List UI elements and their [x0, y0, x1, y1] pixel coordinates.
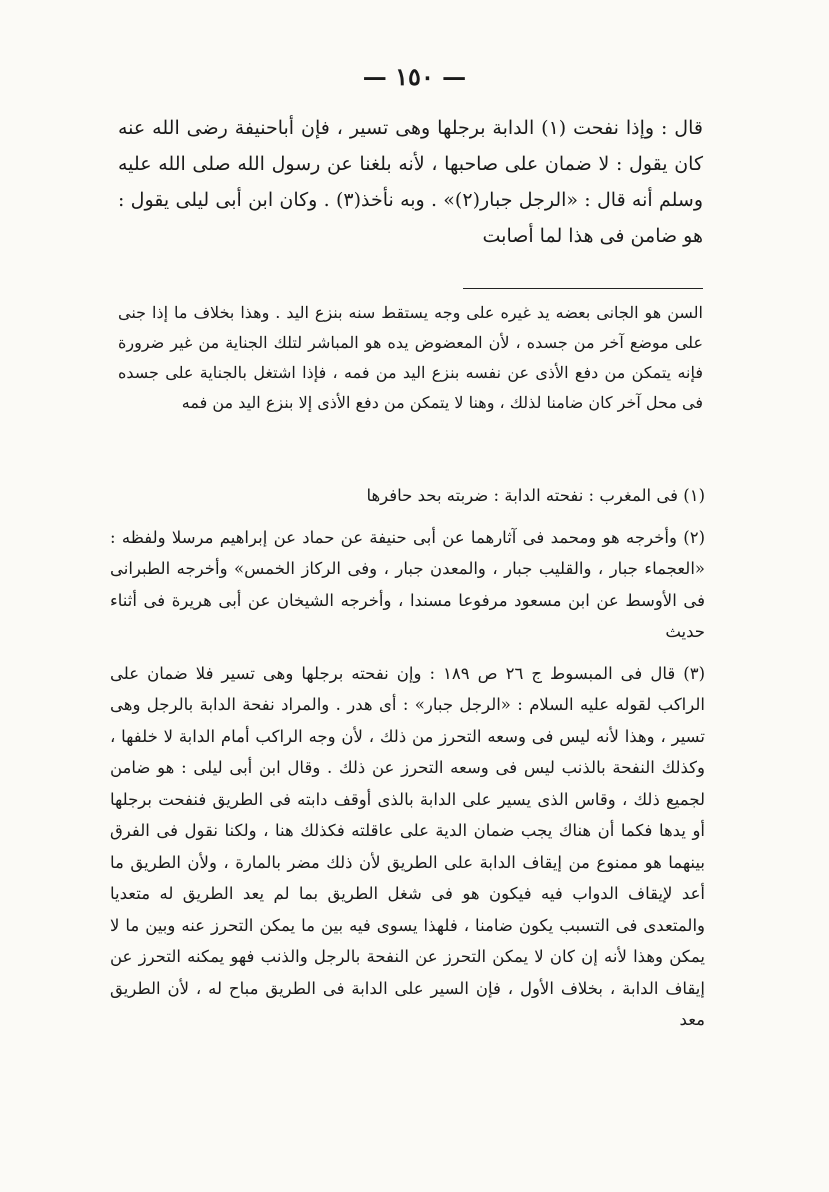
footnote-text: فى المغرب : نفحته الدابة : ضربته بحد حافرها: [366, 486, 678, 505]
footnote-number: (٢): [683, 527, 705, 547]
commentary-continued: [118, 298, 703, 418]
page-number: — ١٥٠ —: [362, 62, 467, 91]
footnote: [110, 480, 705, 512]
main-paragraph: قال : وإذا نفحت (١) الدابة برجلها وهى تسير ، فإن أباحنيفة رضى الله عنه كان يقول : لا ضمان على صاحبها ، لأنه بلغنا عن رسول الله صلى الله عليه وسلم أنه قال : «الرجل جبار(٢)» . وبه نأخذ(٣) . وكان ابن أبى ليلى يقول : هو ضامن فى هذا لما أصابت: [118, 117, 703, 247]
footnotes: [110, 480, 705, 1046]
footnote: [110, 522, 705, 648]
footnote-number: (١): [683, 486, 705, 505]
footnote-number: (٣): [683, 663, 705, 683]
commentary-text: السن هو الجانى بعضه يد غيره على وجه يستقط سنه بنزع اليد . وهذا بخلاف ما إذا جنى على موضع آخر من جسده ، لأن المعضوض يده هو المباشر لتلك الجناية من غير ضرورة فإنه يتمكن من دفع الأذى عن نفسه بنزع اليد من فمه ، فإذا اشتغل بالجناية على جسده فى محل آخر كان ضامنا لذلك ، وهنا لا يتمكن من دفع الأذى إلا بنزع اليد من فمه: [118, 303, 703, 412]
footnote-text: وأخرجه هو ومحمد فى آثارهما عن أبى حنيفة عن حماد عن إبراهيم مرسلا ولفظه : «العجماء جبار ، والقليب جبار ، والمعدن جبار ، وفى الركاز الخمس» وأخرجه الطبرانى فى الأوسط عن ابن مسعود مرفوعا مسندا ، وأخرجه الشيخان عن أبى هريرة فى أثناء حديث: [110, 527, 705, 641]
footnote: [110, 658, 705, 1036]
separator-rule: [463, 288, 703, 289]
main-text: [118, 110, 703, 254]
footnote-text: قال فى المبسوط ج ٢٦ ص ١٨٩ : وإن نفحته برجلها وهى تسير فلا ضمان على الراكب لقوله عليه السلام : «الرجل جبار» : أى هدر . والمراد نفحة الدابة بالرجل وهى تسير ، وهذا لأنه ليس فى وسعه التحرز من ذلك ، لأن وجه الراكب أمام الدابة لا خلفها ، وكذلك النفحة بالذنب ليس فى وسعه التحرز عن ذلك . وقال ابن أبى ليلى : هو ضامن لجميع ذلك ، وقاس الذى يسير على الدابة بالذى أوقف دابته فى الطريق فنفحت برجلها أو يدها فكما أن هناك يجب ضمان الدية على عاقلته فكذلك هنا ، ولكنا نقول فى الفرق بينهما هو ممنوع من إيقاف الدابة على الطريق لأن ذلك مضر بالمارة ، ولأن الطريق ما أعد لإيقاف الدواب فيه فيكون هو فى شغل الطريق بما لم يعد الطريق له متعديا والمتعدى فى التسبب يكون ضامنا ، فلهذا يسوى فيه بين ما يمكن التحرز عنه وبين ما لا يمكن وهذا لأنه إن كان لا يمكن التحرز عن النفحة بالرجل والذنب فهو يمكنه التحرز عن إيقاف الدابة ، بخلاف الأول ، فإن السير على الدابة فى الطريق مباح له ، لأن الطريق معد: [110, 663, 705, 1029]
